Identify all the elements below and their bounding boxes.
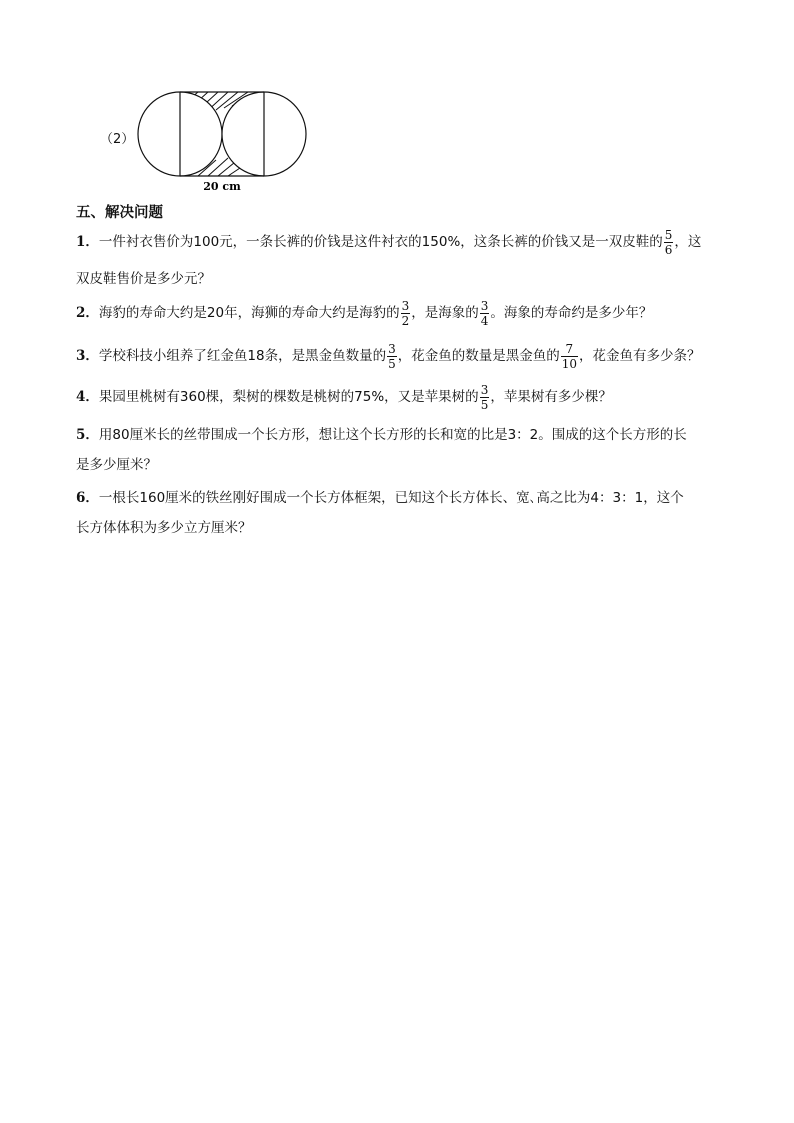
problem-number: 6．: [76, 490, 99, 506]
dimension-label: 20 cm: [203, 180, 241, 193]
denominator: 5: [388, 356, 396, 371]
problem-line: [76, 483, 748, 513]
problem-number: 2．: [76, 305, 99, 321]
problem-text: ，花金鱼的数量是黑金鱼的: [397, 348, 560, 364]
problem-number: 3．: [76, 348, 99, 364]
problem-6: [76, 483, 748, 543]
problem-text: ，苹果树有多少棵？: [490, 389, 612, 405]
problem-text: 。海象的寿命约是多少年？: [490, 305, 653, 321]
problem-number: 5．: [76, 427, 99, 443]
problem-line: [76, 513, 748, 543]
problem-text: 用80厘米长的丝带围成一个长方形，想让这个长方形的长和宽的比是3：2。围成的这个长方形的长: [98, 427, 687, 443]
two-circles-diagram: [136, 88, 316, 196]
denominator: 10: [561, 356, 578, 371]
problem-line: [76, 227, 748, 257]
problem-text: 长方体体积为多少立方厘米？: [76, 520, 252, 536]
fraction: [561, 343, 578, 370]
problem-4: [76, 382, 748, 412]
denominator: 4: [480, 313, 489, 328]
problem-5: [76, 420, 748, 480]
numerator: 5: [664, 227, 673, 242]
problem-line: [76, 298, 748, 328]
problem-line: [76, 341, 748, 371]
geometry-figure: [100, 88, 330, 196]
problem-text: 一件衬衣售价为100元，一条长裤的价钱是这件衬衣的150%，这条长裤的价钱又是一双皮鞋的: [98, 234, 663, 250]
fraction: [401, 300, 411, 327]
numerator: 3: [480, 298, 489, 313]
numerator: 3: [388, 341, 396, 356]
numerator: 3: [401, 298, 410, 313]
denominator: 5: [480, 397, 489, 412]
fraction: [480, 300, 490, 327]
section-title: 五、解决问题: [76, 205, 163, 221]
problem-2: [76, 298, 748, 328]
problem-1: [76, 227, 748, 294]
denominator: 6: [664, 242, 673, 257]
problem-3: [76, 341, 748, 371]
problem-line: [76, 420, 748, 450]
problem-number: 4．: [76, 389, 99, 405]
problem-line: [76, 450, 748, 480]
problem-line: [76, 382, 748, 412]
numerator: 7: [565, 341, 574, 356]
figure-label: （2）: [100, 132, 135, 147]
fraction: [387, 343, 397, 370]
problem-text: 一根长160厘米的铁丝刚好围成一个长方体框架，已知这个长方体长、宽､高之比为4：3：1，这个: [98, 490, 684, 506]
problem-text: ，花金鱼有多少条？: [579, 348, 701, 364]
problem-number: 1．: [76, 234, 99, 250]
problem-text: 学校科技小组养了红金鱼18条，是黑金鱼数量的: [98, 348, 387, 364]
problem-text: 是多少厘米？: [76, 457, 157, 473]
problem-text: 双皮鞋售价是多少元？: [76, 271, 211, 287]
problem-text: ，这: [674, 234, 702, 250]
fraction: [664, 229, 674, 256]
problem-text: 果园里桃树有360棵，梨树的棵数是桃树的75%，又是苹果树的: [98, 389, 479, 405]
problem-text: 海豹的寿命大约是20年，海狮的寿命大约是海豹的: [98, 305, 400, 321]
fraction: [480, 384, 490, 411]
problem-line: [76, 264, 748, 294]
problem-text: ，是海象的: [411, 305, 479, 321]
denominator: 2: [401, 313, 410, 328]
numerator: 3: [480, 382, 489, 397]
